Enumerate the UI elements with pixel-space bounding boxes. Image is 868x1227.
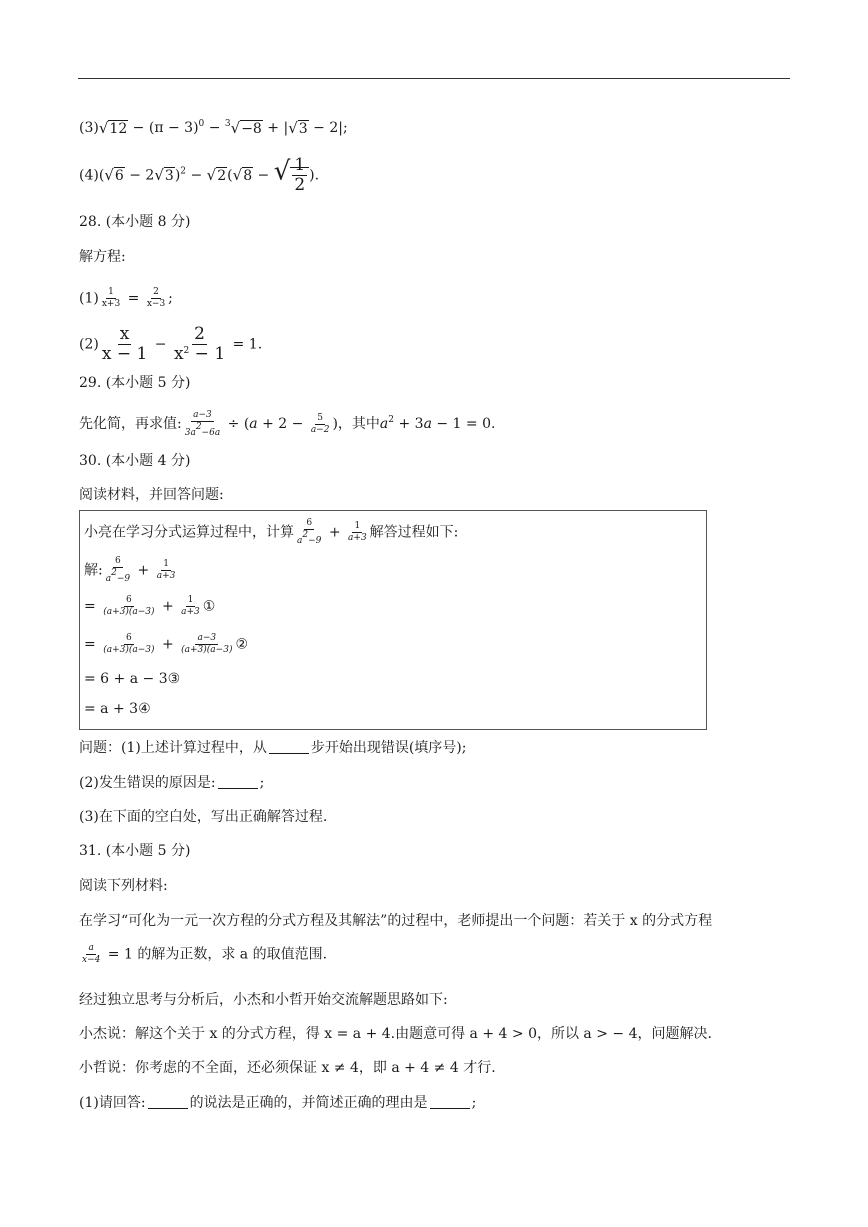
fraction: $\frac{2}{x^2 - 1}$	[173, 324, 226, 364]
fraction: $\frac{1}{a+3}$	[348, 521, 367, 543]
q31-instruction: 阅读下列材料:	[79, 878, 168, 894]
fraction: $\frac{a}{x-4}$	[82, 943, 101, 965]
fraction: $\frac{a-3}{(a+3)(a-3)}$	[181, 633, 233, 655]
sqrt-half: √ $\frac{1}{2}$	[274, 157, 309, 194]
sqrt-8: √8	[232, 166, 253, 184]
q28-item-2: (2) $\frac{x}{x - 1}$ − $\frac{2}{x^2 - 1}$ = 1.	[79, 324, 263, 364]
solution-line-2: = $\frac{6}{(a+3)(a-3)}$ + $\frac{a-3}{(a+3)(a-3)}$ ②	[84, 633, 249, 655]
text: .	[491, 416, 496, 432]
q30-question-1	[79, 738, 466, 758]
q27-item-3: $(3)√12 - (\pi - 3)^0 - ^3√-8 + |√3 - 2|$;	[79, 118, 348, 137]
q30-question-2	[79, 773, 264, 793]
fraction: $\frac{6}{(a+3)(a-3)}$	[103, 595, 155, 617]
item-prefix: (3)	[79, 120, 99, 136]
text: ，其中	[337, 416, 380, 432]
q28-item-1: (1) $\frac{1}{x+3}$ = $\frac{2}{x-3}$ ;	[79, 287, 173, 309]
text: ;	[471, 1095, 477, 1111]
item-prefix: (2)	[79, 336, 99, 353]
solution-line-4: = a + 3④	[84, 701, 151, 717]
fraction: $\frac{1}{x+3}$	[101, 287, 121, 309]
fraction: $\frac{2}{x-3}$	[146, 287, 166, 309]
fraction: $\frac{1}{a+3}$	[156, 559, 176, 581]
text: 解答过程如下:	[369, 524, 459, 541]
q31-para-1: 在学习“可化为一元一次方程的分式方程及其解法”的过程中，老师提出一个问题：若关于 x 的分式方程	[79, 913, 713, 929]
text: 解:	[84, 562, 103, 579]
step-mark: ②	[235, 636, 249, 653]
text: 步开始出现错误(填序号);	[310, 740, 467, 756]
fraction: $\frac{a-3}{3a2-6a}$	[184, 409, 221, 438]
q31-para-3: 小杰说：解这个关于 x 的分式方程，得 x = a + 4.由题意可得 a + 4 > 0，所以 a > − 4，问题解决.	[79, 1026, 712, 1042]
fraction: $\frac{5}{a-2}$	[310, 412, 330, 435]
q28-header: 28. (本小题 8 分)	[79, 214, 191, 230]
sqrt-3: √3	[288, 118, 308, 137]
text: 的说法是正确的，并简述正确的理由是	[189, 1095, 428, 1111]
q31-para-2: 经过独立思考与分析后，小杰和小哲开始交流解题思路如下:	[79, 992, 448, 1008]
item-prefix: (4)	[79, 167, 99, 184]
header-rule	[78, 78, 790, 79]
answer-blank[interactable]	[218, 788, 258, 789]
answer-blank[interactable]	[269, 753, 309, 754]
fraction: $\frac{6}{(a+3)(a-3)}$	[103, 633, 155, 655]
text: 小亮在学习分式运算过程中，计算	[84, 524, 294, 541]
q31-para-1-cont	[79, 944, 327, 965]
text: (2)发生错误的原因是:	[79, 775, 216, 791]
q31-para-4: 小哲说：你考虑的不全面，还必须保证 x ≠ 4，即 a + 4 ≠ 4 才行.	[79, 1060, 496, 1076]
step-mark: ①	[202, 598, 216, 615]
q31-header: 31. (本小题 5 分)	[79, 843, 191, 859]
sqrt-3: √3	[154, 166, 174, 184]
q30-instruction: 阅读材料，并回答问题:	[79, 487, 224, 503]
q29-body: 先化简，再求值: $\frac{a-3}{3a2-6a}$ ÷ (a + 2 − $\frac{5}{a-2}$ )，其中$a^2 + 3a - 1 = 0$.	[79, 409, 496, 438]
solution-line-1: = $\frac{6}{(a+3)(a-3)}$ + $\frac{1}{a+3}$ ①	[84, 595, 216, 617]
text: 先化简，再求值:	[79, 416, 182, 432]
material-box	[79, 510, 707, 730]
fraction: $\frac{x}{x - 1}$	[101, 324, 148, 364]
cbrt-neg8: √−8	[230, 118, 262, 137]
box-intro: 小亮在学习分式运算过程中，计算 $\frac{6}{a2-9}$ + $\frac{1}{a+3}$ 解答过程如下:	[84, 518, 459, 546]
fraction: $\frac{1}{a+3}$	[181, 595, 200, 617]
answer-blank[interactable]	[148, 1108, 188, 1109]
q31-question-1	[79, 1093, 476, 1113]
text: 问题：(1)上述计算过程中，从	[79, 740, 267, 756]
sqrt-12: √12	[98, 118, 128, 137]
sqrt-2: √2	[206, 166, 227, 184]
text: ;	[259, 775, 265, 791]
item-prefix: (1)	[79, 290, 99, 307]
answer-blank[interactable]	[430, 1108, 470, 1109]
sqrt-6: √6	[104, 166, 124, 184]
q28-instruction: 解方程:	[79, 249, 126, 265]
solution-line-0: 解: $\frac{6}{a2-9}$ + $\frac{1}{a+3}$	[84, 556, 176, 584]
q30-question-3: (3)在下面的空白处，写出正确解答过程.	[79, 809, 328, 825]
q30-header: 30. (本小题 4 分)	[79, 453, 191, 469]
equation-rhs: = 1.	[232, 336, 263, 353]
text: = 1 的解为正数，求 a 的取值范围.	[107, 946, 328, 963]
q27-item-4: $(4)(√6 - 2√3)^2 - √2(√8$ − √ $\frac{1}{2}$ ).	[79, 155, 320, 195]
text: (1)请回答:	[79, 1095, 146, 1111]
solution-line-3: = 6 + a − 3③	[84, 671, 181, 687]
q29-header: 29. (本小题 5 分)	[79, 375, 191, 391]
fraction: $\frac{6}{a2-9}$	[105, 556, 131, 584]
fraction: $\frac{6}{a2-9}$	[297, 518, 322, 546]
